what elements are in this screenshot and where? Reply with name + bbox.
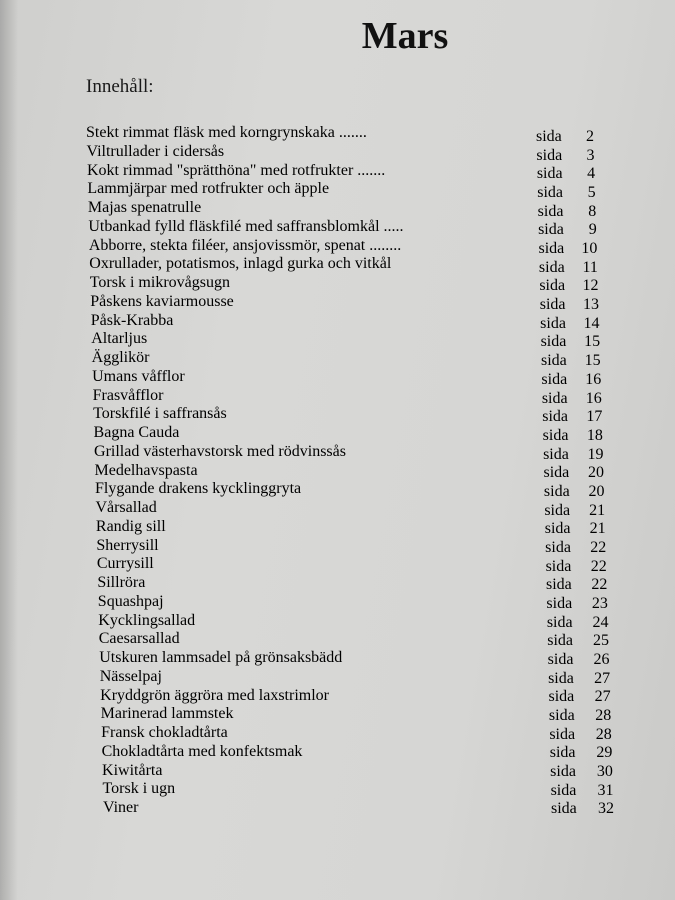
toc-entry-title: Umans våfflor — [92, 367, 185, 385]
toc-entry-title: Currysill — [96, 555, 154, 573]
toc-entry-page-number: 32 — [598, 800, 614, 818]
toc-entry-title: Bagna Cauda — [93, 424, 180, 441]
toc-entry-page-number: 17 — [586, 408, 603, 426]
toc-entry-page-number: 3 — [586, 146, 595, 164]
toc-entry-title: Sillröra — [97, 574, 146, 591]
toc-entry-page-number: 2 — [586, 128, 594, 145]
toc-entry-sida: sida — [541, 352, 567, 370]
toc-entry-title: Viltrullader i cidersås — [86, 142, 225, 160]
toc-entry-sida: sida — [540, 333, 567, 351]
toc-entry-title: Ägglikör — [91, 349, 150, 366]
toc-entry-sida: sida — [537, 202, 564, 220]
toc-entry-title: Fransk chokladtårta — [101, 724, 228, 741]
toc-entry-sida: sida — [538, 240, 565, 258]
toc-entry-sida: sida — [548, 707, 575, 725]
toc-entry-page-number: 27 — [594, 669, 611, 687]
toc-entry-page-number: 22 — [590, 557, 607, 575]
toc-entry-page-number: 9 — [588, 221, 597, 239]
toc-entry-page-number: 26 — [593, 651, 610, 669]
toc-entry-title: Frasvåfflor — [92, 386, 164, 404]
toc-entry-title: Torskfilé i saffransås — [93, 405, 227, 423]
toc-entry-sida: sida — [544, 520, 571, 538]
toc-entry-page-number: 21 — [589, 520, 606, 538]
toc-entry-sida: sida — [542, 426, 569, 444]
toc-entry-title: Randig sill — [95, 517, 166, 535]
toc-entry-sida: sida — [542, 408, 569, 426]
toc-entry-page-number: 19 — [587, 445, 604, 463]
toc-entry-sida: sida — [546, 576, 572, 594]
toc-entry-page-number: 4 — [587, 165, 596, 183]
toc-entry-page-number: 25 — [593, 632, 609, 650]
toc-entry-title: Medelhavspasta — [94, 461, 198, 479]
toc-entry-sida: sida — [551, 800, 577, 818]
toc-entry-page-number: 28 — [595, 725, 612, 743]
toc-entry-sida: sida — [549, 725, 576, 743]
toc-entry-page-number: 14 — [583, 314, 600, 332]
toc-entry-page-number: 30 — [596, 763, 613, 781]
toc-entry-page-number: 20 — [588, 464, 604, 482]
toc-entry-page-number: 28 — [595, 707, 612, 725]
toc-entry-sida: sida — [536, 146, 563, 164]
toc-entry-sida: sida — [538, 221, 564, 239]
toc-entry-sida: sida — [545, 538, 571, 556]
toc-entry-title: Marinerad lammstek — [100, 705, 234, 723]
toc-entry-title: Påskens kaviarmousse — [90, 292, 234, 310]
toc-entry-title: Chokladtårta med konfektsmak — [101, 742, 303, 760]
toc-entry-sida: sida — [546, 595, 573, 612]
toc-entry-title: Majas spenatrulle — [87, 199, 202, 216]
toc-entry-sida: sida — [537, 184, 564, 202]
toc-entry-sida: sida — [543, 482, 570, 500]
toc-entry-page-number: 29 — [596, 744, 613, 762]
toc-entry-title: Caesarsallad — [98, 630, 180, 648]
toc-entry-page-number: 23 — [591, 595, 608, 612]
toc-entry-sida: sida — [546, 613, 573, 631]
toc-entry-title: Torsk i mikrovågsugn — [89, 274, 230, 291]
toc-entry-title: Grillad västerhavstorsk med rödvinssås — [94, 442, 346, 460]
toc-entry-title: Utbankad fylld fläskfilé med saffransblomkål ..... — [88, 217, 404, 235]
toc-entry-page-number: 15 — [584, 352, 601, 370]
toc-entry-page-number: 21 — [589, 501, 606, 519]
toc-entry-sida: sida — [541, 370, 568, 388]
toc-entry-page-number: 18 — [586, 426, 603, 444]
toc-entry-page-number: 5 — [587, 184, 596, 202]
toc-entry-title: Squashpaj — [97, 592, 164, 610]
toc-entry-page-number: 31 — [597, 781, 614, 799]
toc-entry-title: Viner — [103, 799, 139, 816]
toc-entry-title: Kycklingsallad — [98, 611, 196, 629]
toc-entry-page-number: 16 — [585, 389, 602, 407]
toc-entry-title: Altarljus — [91, 330, 148, 348]
toc-entry-page-number: 10 — [581, 240, 598, 258]
toc-entry-sida: sida — [550, 781, 577, 799]
toc-entry-sida: sida — [543, 445, 569, 463]
toc-entry-sida: sida — [550, 763, 576, 781]
toc-entry-sida: sida — [548, 669, 574, 687]
toc-entry-title: Nässelpaj — [99, 667, 162, 685]
page-title: Mars — [361, 15, 449, 57]
toc-entry-title: Flygande drakens kycklinggryta — [94, 480, 302, 498]
toc-entry-title: Utskuren lammsadel på grönsaksbädd — [99, 649, 343, 666]
toc-entry-title: Kiwitårta — [102, 761, 163, 779]
toc-entry-page-number: 22 — [591, 576, 608, 594]
toc-entry-title: Påsk-Krabba — [90, 311, 174, 329]
toc-entry-sida: sida — [547, 651, 574, 669]
toc-entry-page-number: 12 — [582, 277, 599, 295]
toc-entry-title: Vårsallad — [95, 499, 157, 516]
toc-entry-page-number: 24 — [592, 613, 609, 631]
toc-entry-page-number: 13 — [583, 296, 599, 314]
toc-entry-title: Lammjärpar med rotfrukter och äpple — [87, 180, 330, 198]
toc-entry-sida: sida — [545, 557, 572, 575]
toc-entry-title: Abborre, stekta filéer, ansjovissmör, spenat ........ — [88, 236, 402, 254]
toc-entry-title: Kryddgrön äggröra med laxstrimlor — [100, 686, 329, 704]
toc-entry-title: Stekt rimmat fläsk med korngrynskaka ....... — [86, 124, 367, 141]
toc-entry-sida: sida — [549, 744, 576, 762]
toc-entry-sida: sida — [548, 688, 575, 706]
toc-entry-sida: sida — [539, 296, 566, 314]
toc-entry-sida: sida — [543, 464, 570, 482]
toc-entry-sida: sida — [536, 165, 563, 183]
toc-entry-title: Kokt rimmad "sprätthöna" med rotfrukter ....... — [86, 161, 386, 179]
section-heading: Innehåll: — [86, 76, 154, 97]
toc-entry-page-number: 8 — [588, 202, 597, 220]
toc-entry-title: Oxrullader, potatismos, inlagd gurka och vitkål — [89, 255, 392, 273]
toc-entry-sida: sida — [539, 277, 566, 295]
toc-entry-page-number: 20 — [588, 482, 605, 500]
toc-entry-page-number: 22 — [590, 538, 607, 556]
toc-entry-page-number: 11 — [582, 258, 598, 276]
toc-entry-sida: sida — [541, 389, 568, 407]
toc-entry-page-number: 16 — [585, 370, 602, 388]
toc-entry-sida: sida — [538, 258, 565, 276]
toc-entry-sida: sida — [547, 632, 574, 650]
toc-entry-sida: sida — [540, 314, 566, 332]
toc-entry-sida: sida — [544, 501, 571, 519]
toc-entry-title: Sherrysill — [96, 536, 159, 554]
toc-entry-page-number: 15 — [584, 333, 601, 351]
toc-entry-sida: sida — [536, 128, 562, 145]
toc-entry-title: Torsk i ugn — [102, 780, 176, 798]
toc-entry-page-number: 27 — [594, 688, 611, 706]
